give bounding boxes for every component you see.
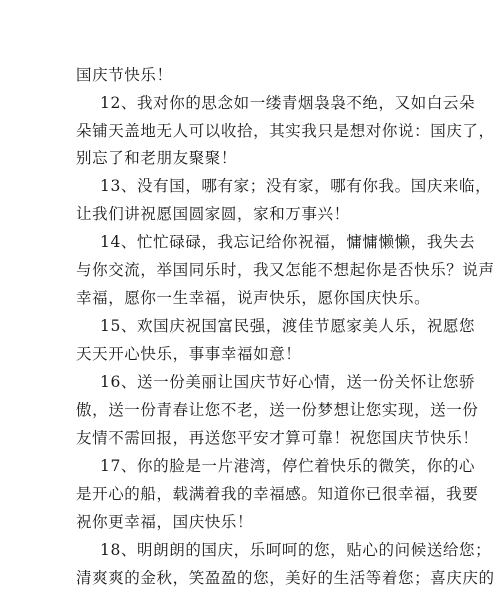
text-line: 13、没有国，哪有家；没有家，哪有你我。国庆来临， [100,177,492,195]
text-line: 让我们讲祝愿国圆家圆，家和万事兴！ [76,205,350,223]
text-line: 幸福，愿你一生幸福，说声快乐，愿你国庆快乐。 [76,289,431,307]
text-line: 15、欢国庆祝国富民强，渡佳节愿家美人乐，祝愿您 [100,317,476,335]
text-line: 别忘了和老朋友聚聚！ [76,149,238,167]
text-line: 天天开心快乐，事事幸福如意！ [76,345,302,363]
text-line: 18、明朗朗的国庆，乐呵呵的您，贴心的问候送给您； [100,541,492,559]
text-line: 清爽爽的金秋，笑盈盈的您，美好的生活等着您；喜庆庆的 [76,569,495,587]
text-line: 16、送一份美丽让国庆节好心情，送一份关怀让您骄 [100,373,476,391]
text-line: 傲，送一份青春让您不老，送一份梦想让您实现，送一份 [76,401,479,419]
text-line: 友情不需回报，再送您平安才算可靠！祝您国庆节快乐！ [76,429,479,447]
text-line: 14、忙忙碌碌，我忘记给你祝福，慵慵懒懒，我失去 [100,233,476,251]
text-line: 国庆节快乐！ [76,66,173,84]
text-line: 17、你的脸是一片港湾，停伫着快乐的微笑，你的心 [100,457,476,475]
text-line: 祝你更幸福，国庆快乐！ [76,513,254,531]
text-line: 朵铺天盖地无人可以收拾，其实我只是想对你说：国庆了， [76,122,495,140]
text-line: 是开心的船，载满着我的幸福感。知道你已很幸福，我要 [76,485,479,503]
text-line: 与你交流，举国同乐时，我又怎能不想起你是否快乐？说声 [76,261,495,279]
text-line: 12、我对你的思念如一缕青烟袅袅不绝，又如白云朵 [100,94,476,112]
